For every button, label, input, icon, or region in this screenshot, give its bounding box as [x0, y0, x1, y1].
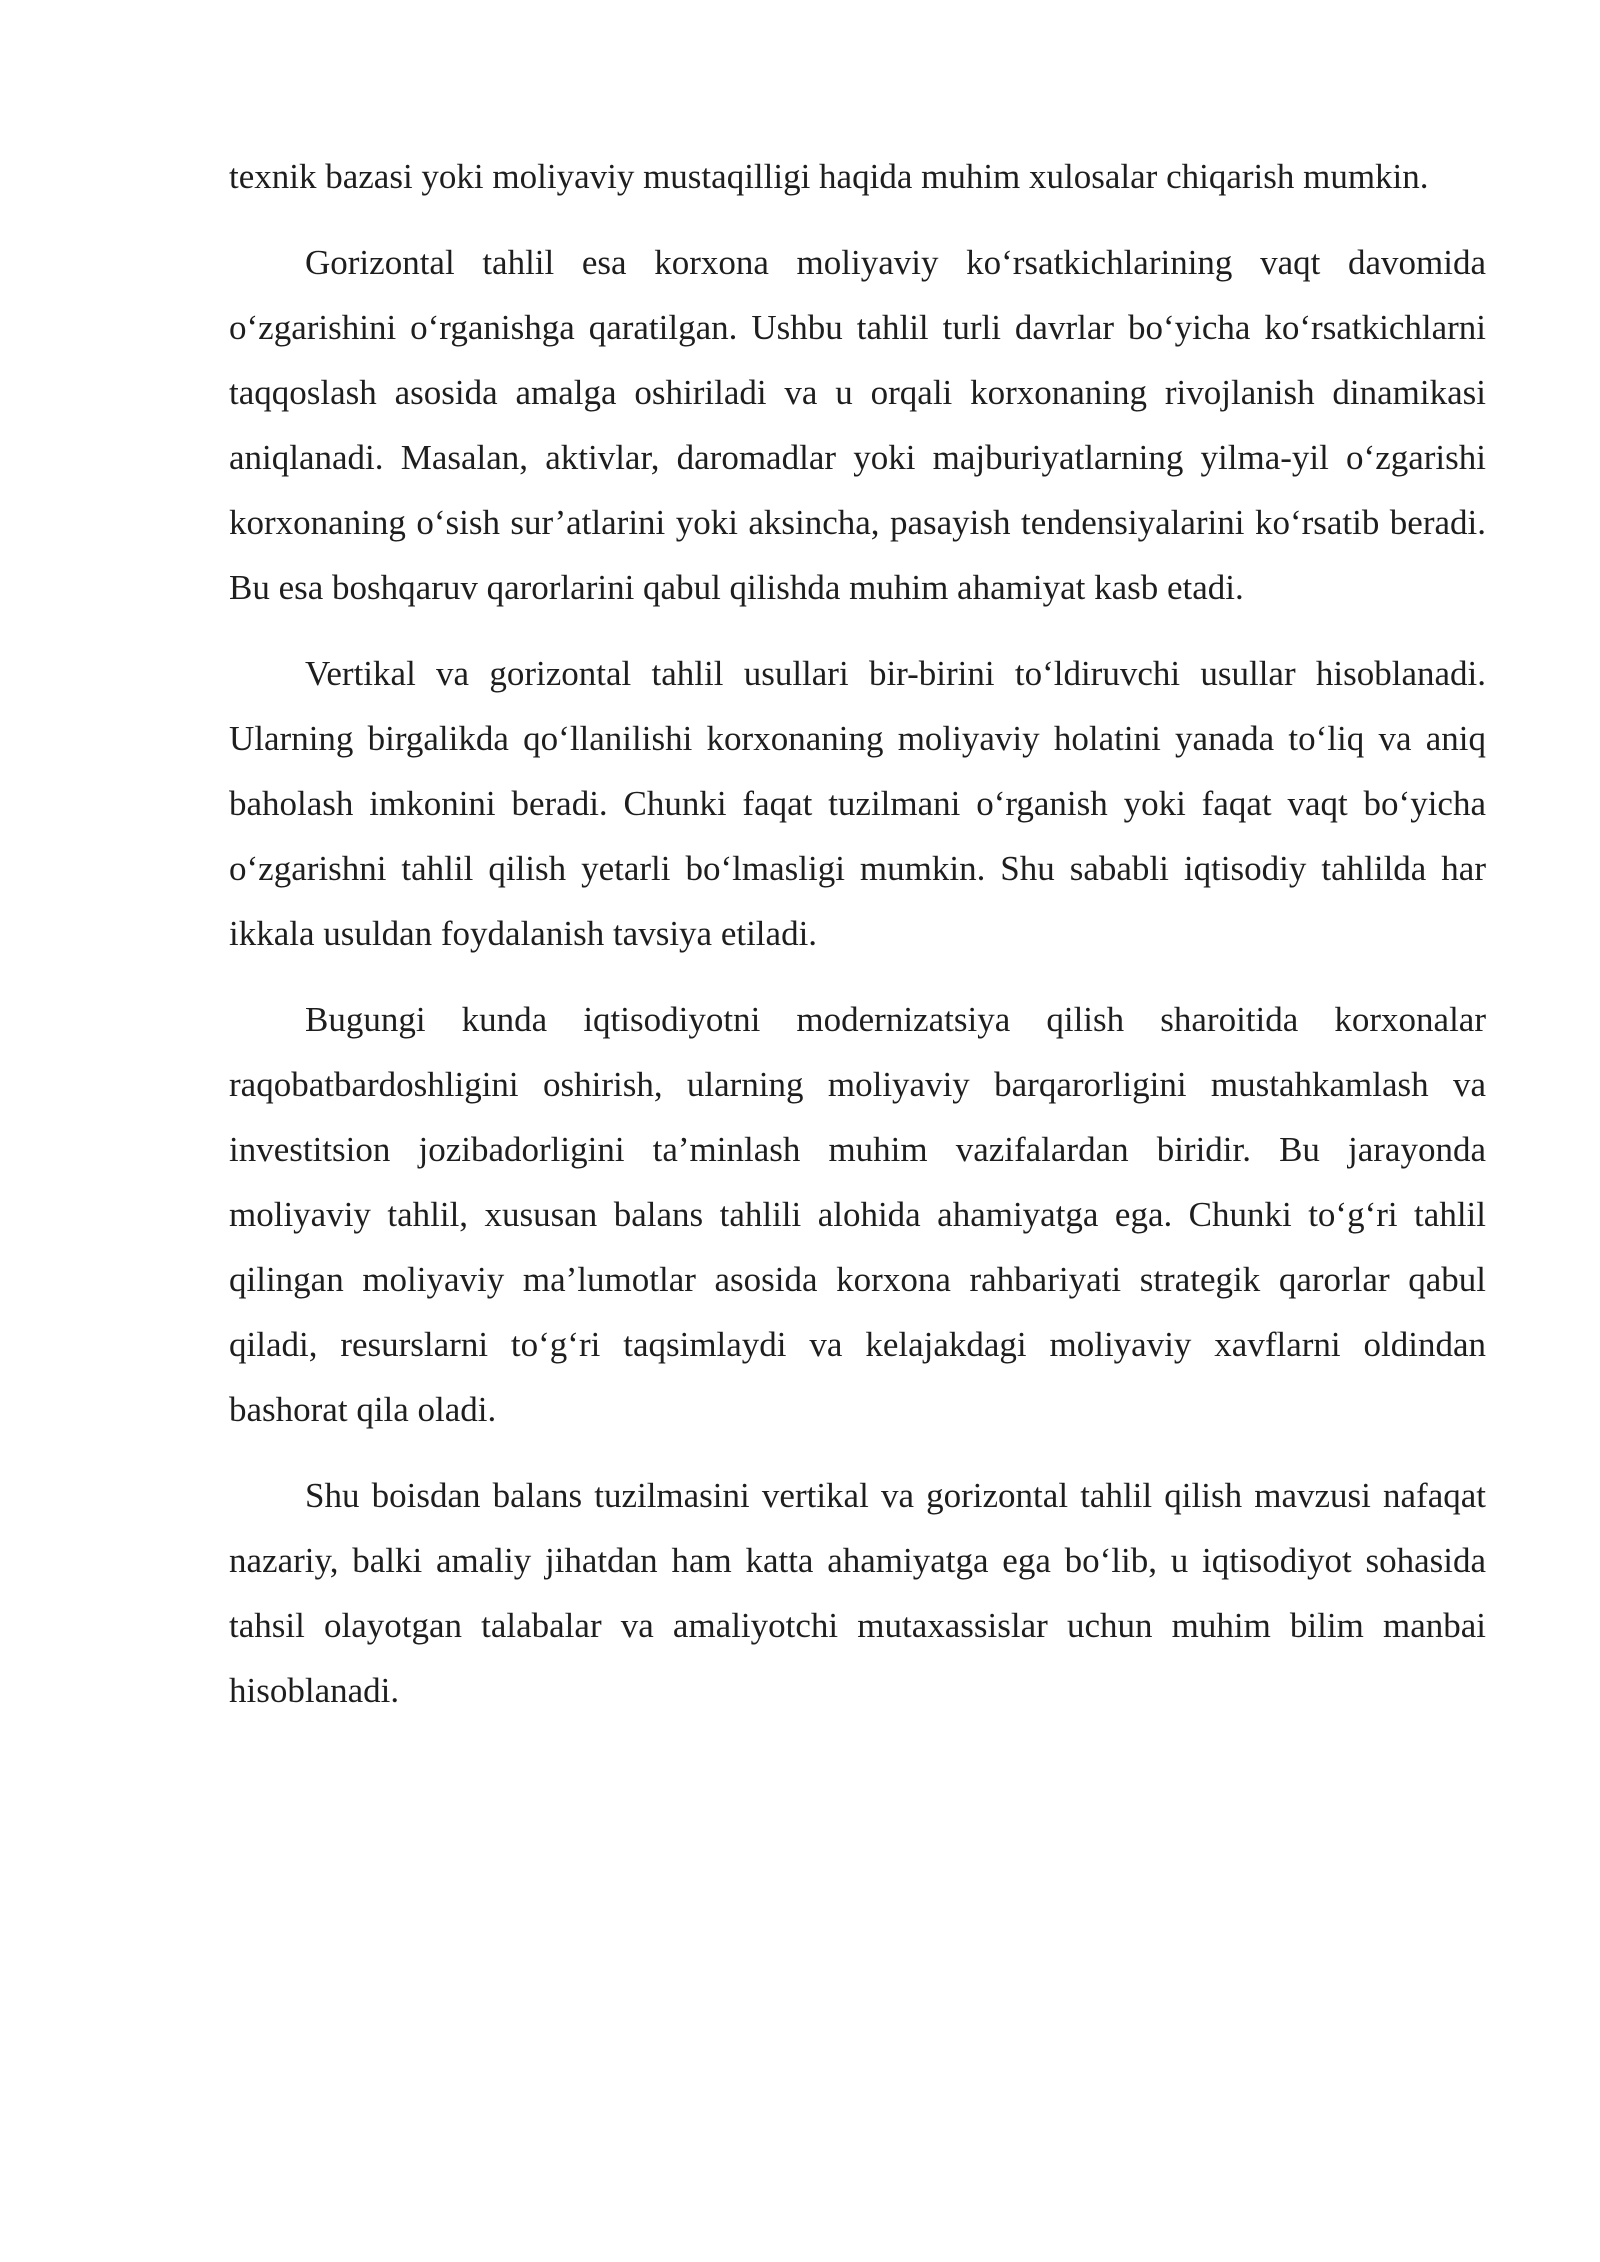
document-body: [229, 144, 1486, 1744]
paragraph-modernization: Bugungi kunda iqtisodiyotni modernizatsiya qilish sharoitida korxonalar raqobatbardoshligini oshirish, ularning moliyaviy barqarorligini mustahkamlash va investitsion jozibadorligini ta’minlash muhim vazifalardan biridir. Bu jarayonda moliyaviy tahlil, xususan balans tahlili alohida ahamiyatga ega. Chunki to‘g‘ri tahlil qilingan moliyaviy ma’lumotlar asosida korxona rahbariyati strategik qarorlar qabul qiladi, resurslarni to‘g‘ri taqsimlaydi va kelajakdagi moliyaviy xavflarni oldindan bashorat qila oladi.: [229, 1000, 1486, 1429]
paragraph-conclusion: Shu boisdan balans tuzilmasini vertikal va gorizontal tahlil qilish mavzusi nafaqat nazariy, balki amaliy jihatdan ham katta ahamiyatga ega bo‘lib, u iqtisodiyot sohasida tahsil olayotgan talabalar va amaliyotchi mutaxassislar uchun muhim bilim manbai hisoblanadi.: [229, 1476, 1486, 1710]
paragraph-combined-methods: Vertikal va gorizontal tahlil usullari bir-birini to‘ldiruvchi usullar hisoblanadi. Ularning birgalikda qo‘llanilishi korxonaning moliyaviy holatini yanada to‘liq va aniq baholash imkonini beradi. Chunki faqat tuzilmani o‘rganish yoki faqat vaqt bo‘yicha o‘zgarishni tahlil qilish yetarli bo‘lmasligi mumkin. Shu sababli iqtisodiy tahlilda har ikkala usuldan foydalanish tavsiya etiladi.: [229, 654, 1486, 953]
paragraph-continuation: texnik bazasi yoki moliyaviy mustaqilligi haqida muhim xulosalar chiqarish mumkin.: [229, 157, 1429, 196]
paragraph-horizontal-analysis: Gorizontal tahlil esa korxona moliyaviy ko‘rsatkichlarining vaqt davomida o‘zgarishini o‘rganishga qaratilgan. Ushbu tahlil turli davrlar bo‘yicha ko‘rsatkichlarni taqqoslash asosida amalga oshiriladi va u orqali korxonaning rivojlanish dinamikasi aniqlanadi. Masalan, aktivlar, daromadlar yoki majburiyatlarning yilma-yil o‘zgarishi korxonaning o‘sish sur’atlarini yoki aksincha, pasayish tendensiyalarini ko‘rsatib beradi. Bu esa boshqaruv qarorlarini qabul qilishda muhim ahamiyat kasb etadi.: [229, 243, 1486, 607]
